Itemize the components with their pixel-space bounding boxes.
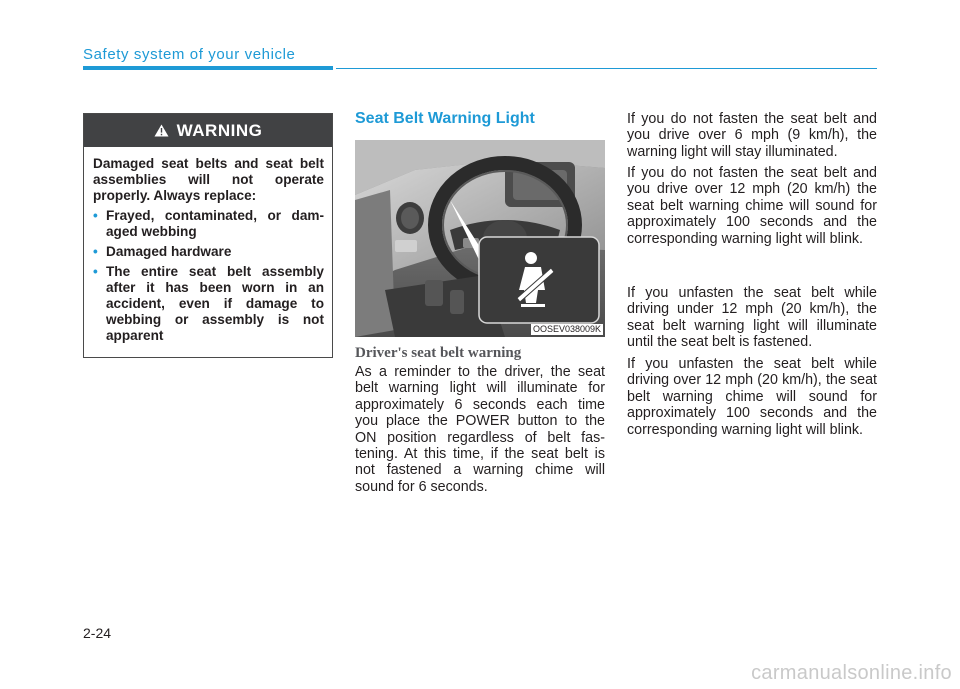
section-title: Safety system of your vehicle	[83, 46, 296, 63]
warning-item	[93, 264, 324, 344]
page-number: 2-24	[83, 625, 112, 641]
warning-item-text: Damaged hardware	[106, 244, 232, 259]
warning-header	[84, 114, 332, 147]
bullet-icon: •	[93, 208, 98, 223]
paragraph: If you do not fasten the seat belt and you drive over 12 mph (20 km/h) the seat belt warning chime will sound for approximately 100 seconds and the corresponding warning light will blink.	[627, 165, 877, 247]
warning-list	[93, 208, 324, 344]
bullet-icon: •	[93, 244, 98, 259]
paragraph: If you do not fasten the seat belt and you drive over 6 mph (9 km/h), the warning light will stay illuminated.	[627, 111, 877, 160]
header-rule-thick	[83, 66, 333, 70]
warning-item-text: Frayed, contaminated, or dam-aged webbing	[106, 208, 324, 239]
image-code: OOSEV038009K	[532, 324, 601, 334]
watermark-text: carmanualsonline.info	[751, 662, 952, 684]
warning-body	[84, 147, 332, 344]
bullet-icon: •	[93, 264, 98, 279]
paragraph: If you unfasten the seat belt while driving over 12 mph (20 km/h), the seat belt warning chime will sound for approximately 100 seconds and the corresponding warning light will blink.	[627, 356, 877, 438]
paragraph: As a reminder to the driver, the seat belt warning light will illuminate for approximately 6 seconds each time you place the POWER button to the ON position regardless of belt fas-tening. At this time, if the seat belt is not fastened a warning chime will sound for 6 seconds.	[355, 364, 605, 495]
warning-box	[83, 113, 333, 358]
warning-intro: Damaged seat belts and seat belt assemblies will not operate properly. Always replace:	[93, 156, 324, 203]
section-heading: Seat Belt Warning Light	[355, 110, 535, 127]
warning-item	[93, 208, 324, 240]
header-rule-thin	[336, 68, 877, 69]
dashboard-illustration	[355, 140, 605, 337]
paragraph: If you unfasten the seat belt while driving under 12 mph (20 km/h), the seat belt warning light will illuminate until the seat belt is fastened.	[627, 285, 877, 351]
warning-item-text: The entire seat belt assembly after it has been worn in an accident, even if damage to webbing or assembly is not apparent	[106, 264, 324, 343]
dashboard-drawing	[355, 140, 605, 337]
warning-item	[93, 244, 324, 260]
subheading: Driver's seat belt warning	[355, 345, 522, 361]
warning-triangle-icon	[154, 124, 169, 137]
warning-title: WARNING	[176, 120, 263, 140]
